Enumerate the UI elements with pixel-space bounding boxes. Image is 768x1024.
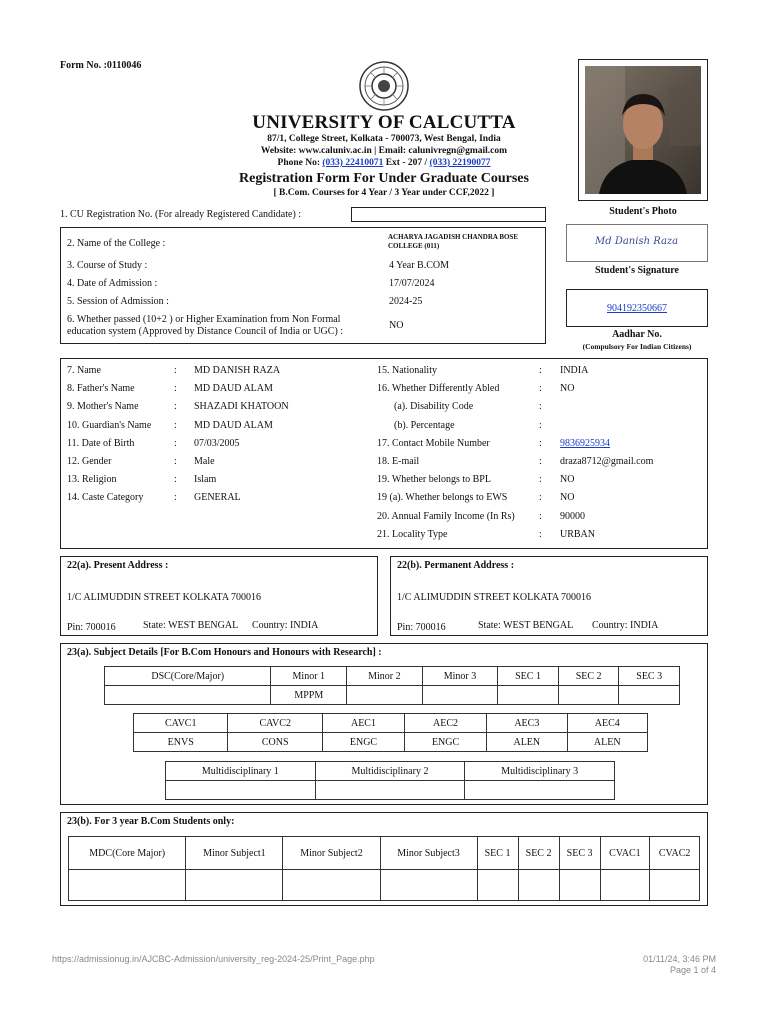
aec-header-cell: CAVC2 bbox=[228, 714, 322, 733]
three-year-header-cell: CVAC2 bbox=[650, 837, 700, 870]
permanent-pin: Pin: 700016 bbox=[397, 622, 446, 633]
personal-left-colon: : bbox=[174, 383, 177, 395]
personal-right-value: draza8712@gmail.com bbox=[560, 456, 654, 467]
multidisciplinary-value-cell bbox=[166, 781, 316, 800]
non-formal-label-2: education system (Approved by Distance Council of India or UGC) : bbox=[67, 326, 344, 337]
aec-value-cell: ALEN bbox=[487, 733, 567, 752]
university-phone bbox=[190, 158, 578, 168]
subject-value-cell bbox=[498, 686, 559, 705]
three-year-header-cell: CVAC1 bbox=[600, 837, 650, 870]
permanent-state: State: WEST BENGAL bbox=[478, 620, 574, 631]
multidisciplinary-header-cell: Multidisciplinary 3 bbox=[465, 762, 615, 781]
aadhar-label: Aadhar No. bbox=[612, 329, 662, 340]
subject-header-cell: SEC 2 bbox=[558, 667, 619, 686]
footer-url[interactable]: https://admissionug.in/AJCBC-Admission/university_reg-2024-25/Print_Page.php bbox=[52, 954, 375, 964]
personal-left-label: 12. Gender bbox=[67, 456, 112, 467]
three-year-header-cell: SEC 1 bbox=[477, 837, 518, 870]
present-country: Country: INDIA bbox=[252, 620, 319, 631]
subject-value-cell bbox=[558, 686, 619, 705]
personal-left-value: 07/03/2005 bbox=[194, 437, 240, 449]
personal-right-colon: : bbox=[539, 456, 542, 467]
personal-left-value: Islam bbox=[194, 474, 217, 486]
permanent-address-text: 1/C ALIMUDDIN STREET KOLKATA 700016 bbox=[397, 592, 592, 603]
university-website-email: Website: www.caluniv.ac.in | Email: calunivregn@gmail.com bbox=[260, 146, 508, 156]
personal-right-label: 18. E-mail bbox=[377, 456, 420, 467]
subject-header-cell: SEC 1 bbox=[498, 667, 559, 686]
subject-table-main bbox=[104, 666, 680, 705]
multidisciplinary-header-cell: Multidisciplinary 2 bbox=[315, 762, 465, 781]
present-address-text: 1/C ALIMUDDIN STREET KOLKATA 700016 bbox=[67, 592, 262, 603]
personal-left-colon: : bbox=[174, 419, 177, 431]
phone-link-1[interactable]: (033) 22410071 bbox=[322, 158, 384, 168]
aec-header-cell: AEC1 bbox=[322, 714, 404, 733]
signature-caption: Student's Signature bbox=[594, 265, 679, 276]
personal-right-label: 20. Annual Family Income (In Rs) bbox=[377, 510, 515, 522]
personal-right-value: INDIA bbox=[560, 365, 589, 376]
subject-value-cell bbox=[619, 686, 680, 705]
subject-header-cell: Minor 2 bbox=[347, 667, 423, 686]
personal-left-label: 7. Name bbox=[67, 365, 101, 376]
personal-right-colon: : bbox=[539, 528, 542, 540]
signature-box bbox=[566, 224, 708, 262]
three-year-value-cell bbox=[69, 870, 186, 901]
phone-ext: Ext - 207 / bbox=[383, 158, 430, 168]
three-year-title: 23(b). For 3 year B.Com Students only: bbox=[67, 816, 235, 827]
aec-value-cell: ENGC bbox=[322, 733, 404, 752]
three-year-value-cell bbox=[650, 870, 700, 901]
university-seal-icon bbox=[358, 60, 410, 112]
student-photo-frame bbox=[578, 59, 708, 201]
personal-right-label: 15. Nationality bbox=[377, 365, 437, 376]
personal-left-value: Male bbox=[194, 456, 215, 467]
personal-right-label: 16. Whether Differently Abled bbox=[377, 383, 500, 395]
three-year-value-cell bbox=[477, 870, 518, 901]
subject-value-cell bbox=[105, 686, 271, 705]
subject-header-cell: Minor 3 bbox=[422, 667, 498, 686]
three-year-header-cell: MDC(Core Major) bbox=[69, 837, 186, 870]
three-year-header-cell: Minor Subject3 bbox=[380, 837, 477, 870]
personal-right-label: 17. Contact Mobile Number bbox=[377, 437, 490, 449]
personal-left-label: 9. Mother's Name bbox=[67, 401, 139, 413]
aec-value-cell: ENVS bbox=[134, 733, 228, 752]
personal-right-value: NO bbox=[560, 474, 575, 486]
permanent-address-title: 22(b). Permanent Address : bbox=[397, 560, 515, 571]
subject-header-cell: Minor 1 bbox=[271, 667, 347, 686]
subject-table-multidisciplinary bbox=[165, 761, 615, 800]
non-formal-value: NO bbox=[389, 320, 404, 331]
personal-right-value: NO bbox=[560, 383, 575, 395]
footer-page: Page 1 of 4 bbox=[669, 965, 716, 975]
multidisciplinary-header-cell: Multidisciplinary 1 bbox=[166, 762, 316, 781]
three-year-table bbox=[68, 836, 700, 901]
aec-value-cell: CONS bbox=[228, 733, 322, 752]
personal-right-label: 19 (a). Whether belongs to EWS bbox=[377, 492, 508, 504]
personal-left-label: 13. Religion bbox=[67, 474, 117, 486]
subject-value-cell bbox=[347, 686, 423, 705]
personal-right-colon: : bbox=[539, 419, 542, 431]
personal-left-colon: : bbox=[174, 456, 177, 467]
three-year-value-cell bbox=[600, 870, 650, 901]
personal-right-value: 90000 bbox=[560, 510, 585, 522]
subject-header-cell: DSC(Core/Major) bbox=[105, 667, 271, 686]
form-title: Registration Form For Under Graduate Courses bbox=[239, 171, 529, 186]
cu-registration-label: 1. CU Registration No. (For already Registered Candidate) : bbox=[60, 209, 302, 220]
three-year-value-cell bbox=[559, 870, 600, 901]
personal-right-value: URBAN bbox=[560, 528, 596, 540]
personal-right-value[interactable]: 9836925934 bbox=[560, 437, 610, 449]
three-year-value-cell bbox=[186, 870, 283, 901]
three-year-value-cell bbox=[283, 870, 380, 901]
three-year-header-cell: Minor Subject1 bbox=[186, 837, 283, 870]
personal-right-colon: : bbox=[539, 401, 542, 413]
university-name: UNIVERSITY OF CALCUTTA bbox=[252, 112, 516, 133]
personal-right-label: 21. Locality Type bbox=[377, 528, 448, 540]
subject-table-aec bbox=[133, 713, 648, 752]
course-label: 3. Course of Study : bbox=[67, 260, 148, 271]
three-year-header-cell: SEC 2 bbox=[518, 837, 559, 870]
personal-left-value: MD DAUD ALAM bbox=[194, 383, 273, 395]
session-label: 5. Session of Admission : bbox=[67, 296, 169, 307]
subject-value-cell bbox=[422, 686, 498, 705]
personal-left-colon: : bbox=[174, 401, 177, 413]
personal-right-label: (a). Disability Code bbox=[394, 401, 474, 413]
aec-header-cell: AEC3 bbox=[487, 714, 567, 733]
aec-header-cell: CAVC1 bbox=[134, 714, 228, 733]
personal-left-value: MD DAUD ALAM bbox=[194, 419, 273, 431]
personal-left-colon: : bbox=[174, 437, 177, 449]
present-pin: Pin: 700016 bbox=[67, 622, 116, 633]
personal-left-label: 10. Guardian's Name bbox=[67, 419, 152, 431]
aadhar-note: (Compulsory For Indian Citizens) bbox=[582, 342, 692, 351]
signature-image: Md Danish Raza bbox=[595, 236, 679, 247]
aec-value-cell: ENGC bbox=[405, 733, 487, 752]
aec-header-cell: AEC4 bbox=[567, 714, 647, 733]
college-name-label: 2. Name of the College : bbox=[67, 238, 166, 249]
subject-header-cell: SEC 3 bbox=[619, 667, 680, 686]
course-value: 4 Year B.COM bbox=[389, 260, 450, 271]
session-value: 2024-25 bbox=[389, 296, 423, 307]
student-photo bbox=[585, 66, 701, 194]
personal-right-colon: : bbox=[539, 492, 542, 504]
personal-right-value: NO bbox=[560, 492, 575, 504]
aadhar-number[interactable]: 904192350667 bbox=[607, 303, 667, 314]
personal-right-colon: : bbox=[539, 510, 542, 522]
personal-left-label: 11. Date of Birth bbox=[67, 437, 135, 449]
admission-date-value: 17/07/2024 bbox=[389, 278, 435, 289]
personal-right-colon: : bbox=[539, 474, 542, 486]
form-number: Form No. :0110046 bbox=[60, 60, 142, 71]
aec-value-cell: ALEN bbox=[567, 733, 647, 752]
personal-right-colon: : bbox=[539, 365, 542, 376]
permanent-country: Country: INDIA bbox=[592, 620, 659, 631]
phone-link-2[interactable]: (033) 22190077 bbox=[429, 158, 491, 168]
form-subtitle: [ B.Com. Courses for 4 Year / 3 Year under CCF,2022 ] bbox=[273, 188, 495, 198]
multidisciplinary-value-cell bbox=[315, 781, 465, 800]
personal-left-value: SHAZADI KHATOON bbox=[194, 401, 289, 413]
present-state: State: WEST BENGAL bbox=[143, 620, 239, 631]
personal-left-label: 14. Caste Category bbox=[67, 492, 144, 504]
personal-left-value: GENERAL bbox=[194, 492, 241, 504]
personal-right-colon: : bbox=[539, 437, 542, 449]
personal-left-colon: : bbox=[174, 474, 177, 486]
personal-left-colon: : bbox=[174, 492, 177, 504]
personal-right-label: 19. Whether belongs to BPL bbox=[377, 474, 491, 486]
university-address: 87/1, College Street, Kolkata - 700073, West Bengal, India bbox=[267, 134, 501, 144]
subject-details-title: 23(a). Subject Details [For B.Com Honours and Honours with Research] : bbox=[67, 647, 382, 658]
aec-header-cell: AEC2 bbox=[405, 714, 487, 733]
three-year-value-cell bbox=[518, 870, 559, 901]
college-name-value: ACHARYA JAGADISH CHANDRA BOSE COLLEGE (011) bbox=[388, 233, 518, 250]
aadhar-box bbox=[566, 289, 708, 327]
personal-left-value: MD DANISH RAZA bbox=[194, 365, 281, 376]
three-year-header-cell: SEC 3 bbox=[559, 837, 600, 870]
multidisciplinary-value-cell bbox=[465, 781, 615, 800]
three-year-value-cell bbox=[380, 870, 477, 901]
subject-value-cell: MPPM bbox=[271, 686, 347, 705]
admission-date-label: 4. Date of Admission : bbox=[67, 278, 158, 289]
three-year-header-cell: Minor Subject2 bbox=[283, 837, 380, 870]
present-address-title: 22(a). Present Address : bbox=[67, 560, 169, 571]
footer-datetime: 01/11/24, 3:46 PM bbox=[643, 954, 716, 964]
personal-left-label: 8. Father's Name bbox=[67, 383, 135, 395]
cu-registration-field bbox=[351, 207, 546, 222]
personal-right-label: (b). Percentage bbox=[394, 419, 455, 431]
photo-caption: Student's Photo bbox=[609, 206, 677, 217]
non-formal-label-1: 6. Whether passed (10+2 ) or Higher Examination from Non Formal bbox=[67, 314, 341, 325]
personal-right-colon: : bbox=[539, 383, 542, 395]
phone-prefix: Phone No: bbox=[277, 158, 323, 168]
personal-left-colon: : bbox=[174, 365, 177, 376]
